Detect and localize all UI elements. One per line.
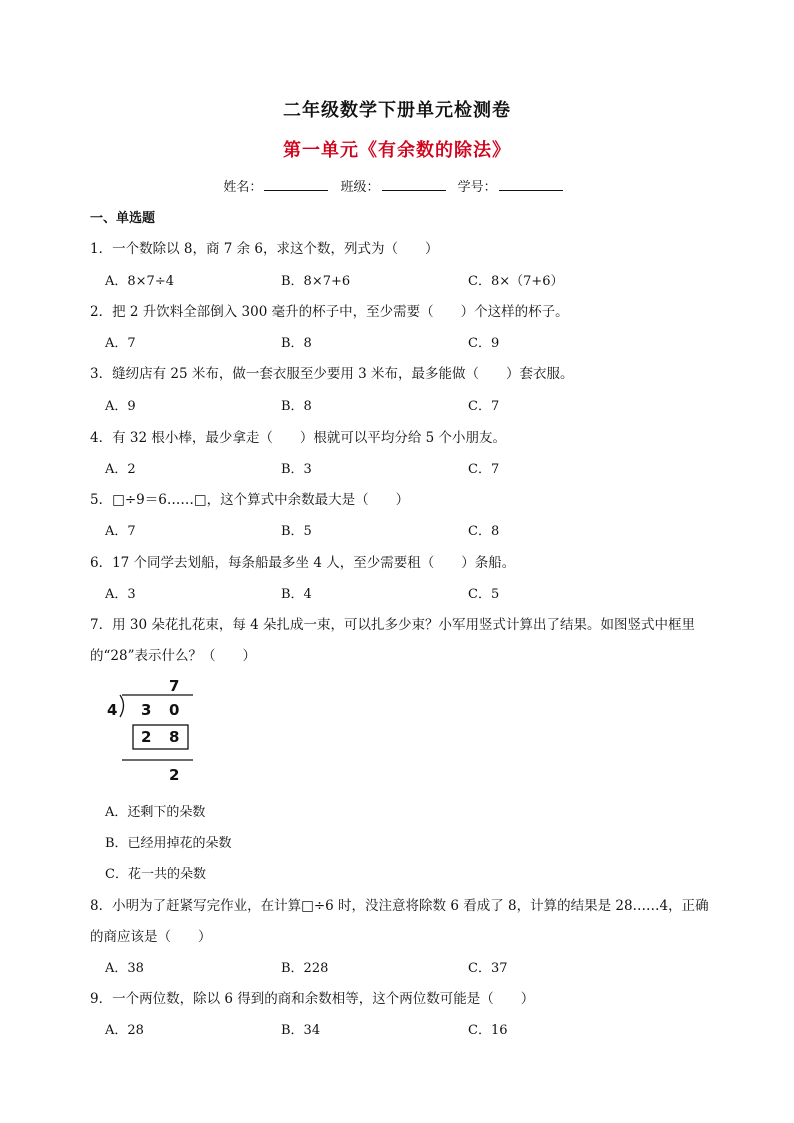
option-c[interactable]: C．8×（7+6） xyxy=(468,274,564,289)
option-b[interactable]: B．8×7+6 xyxy=(281,274,351,289)
product-ones-digit: 8 xyxy=(169,728,180,746)
option-a[interactable]: A．9 xyxy=(105,399,136,414)
option-b[interactable]: B．228 xyxy=(281,961,329,976)
question-7-option-c[interactable]: C．花一共的朵数 xyxy=(105,867,206,882)
question-5-options xyxy=(105,520,725,540)
option-b[interactable]: B．8 xyxy=(281,336,312,351)
option-a[interactable]: A．3 xyxy=(105,587,136,602)
page-title: 二年级数学下册单元检测卷 xyxy=(283,100,511,121)
option-c[interactable]: C．8 xyxy=(468,524,500,539)
question-6: 6．17 个同学去划船，每条船最多坐 4 人，至少需要租（ ）条船。 xyxy=(90,555,516,571)
option-b[interactable]: B．34 xyxy=(281,1023,321,1038)
question-1: 1．一个数除以 8，商 7 余 6，求这个数，列式为（ ） xyxy=(90,241,439,257)
question-9: 9．一个两位数，除以 6 得到的商和余数相等，这个两位数可能是（ ） xyxy=(90,991,535,1007)
question-8-options xyxy=(105,957,725,977)
option-b[interactable]: B．8 xyxy=(281,399,312,414)
question-3: 3．缝纫店有 25 米布，做一套衣服至少要用 3 米布，最多能做（ ）套衣服。 xyxy=(90,366,574,382)
option-a[interactable]: A．7 xyxy=(105,336,136,351)
option-a[interactable]: A．38 xyxy=(105,961,144,976)
question-4-options xyxy=(105,458,725,478)
quotient-digit: 7 xyxy=(169,677,180,695)
long-division-lines xyxy=(105,676,205,788)
option-a[interactable]: A．28 xyxy=(105,1023,144,1038)
question-9-options xyxy=(105,1019,725,1039)
remainder-digit: 2 xyxy=(169,766,180,784)
option-a[interactable]: A．7 xyxy=(105,524,136,539)
question-2: 2．把 2 升饮料全部倒入 300 毫升的杯子中，至少需要（ ）个这样的杯子。 xyxy=(90,304,569,320)
option-a[interactable]: A．8×7÷4 xyxy=(105,274,174,289)
dividend-ones-digit: 0 xyxy=(169,701,180,719)
product-tens-digit: 2 xyxy=(141,728,152,746)
student-id-blank[interactable] xyxy=(499,178,563,191)
option-c[interactable]: C．16 xyxy=(468,1023,508,1038)
question-8-continued: 的商应该是（ ） xyxy=(90,929,212,945)
option-c[interactable]: C．9 xyxy=(468,336,500,351)
option-b[interactable]: B．5 xyxy=(281,524,312,539)
option-c[interactable]: C．5 xyxy=(468,587,500,602)
option-b[interactable]: B．4 xyxy=(281,587,312,602)
question-7-continued: 的“28”表示什么？（ ） xyxy=(90,648,256,664)
question-3-options xyxy=(105,395,725,415)
option-a[interactable]: A．2 xyxy=(105,462,136,477)
option-c[interactable]: C．37 xyxy=(468,961,508,976)
unit-subtitle: 第一单元《有余数的除法》 xyxy=(283,140,511,161)
student-id-label: 学号： xyxy=(457,180,497,195)
divisor-digit: 4 xyxy=(107,701,118,719)
question-5: 5．□÷9＝6……□，这个算式中余数最大是（ ） xyxy=(90,492,410,508)
option-c[interactable]: C．7 xyxy=(468,462,500,477)
name-blank[interactable] xyxy=(264,178,328,191)
option-b[interactable]: B．3 xyxy=(281,462,312,477)
question-7-option-a[interactable]: A．还剩下的朵数 xyxy=(105,805,206,820)
question-8: 8．小明为了赶紧写完作业，在计算□÷6 时，没注意将除数 6 看成了 8，计算的结果是 28……4，正确 xyxy=(90,898,709,914)
student-info-row xyxy=(0,176,794,195)
option-c[interactable]: C．7 xyxy=(468,399,500,414)
question-7-option-b[interactable]: B．已经用掉花的朵数 xyxy=(105,836,232,851)
dividend-tens-digit: 3 xyxy=(141,701,152,719)
question-2-options xyxy=(105,332,725,352)
question-1-options xyxy=(105,270,725,290)
long-division-figure xyxy=(105,676,205,788)
question-4: 4．有 32 根小棒，最少拿走（ ）根就可以平均分给 5 个小朋友。 xyxy=(90,430,507,446)
question-6-options xyxy=(105,583,725,603)
question-7: 7．用 30 朵花扎花束，每 4 朵扎成一束，可以扎多少束？小军用竖式计算出了结果。如图竖式中框里 xyxy=(90,617,696,633)
section-title: 一、单选题 xyxy=(90,211,156,226)
class-blank[interactable] xyxy=(382,178,446,191)
name-label: 姓名： xyxy=(223,180,263,195)
class-label: 班级： xyxy=(340,180,380,195)
